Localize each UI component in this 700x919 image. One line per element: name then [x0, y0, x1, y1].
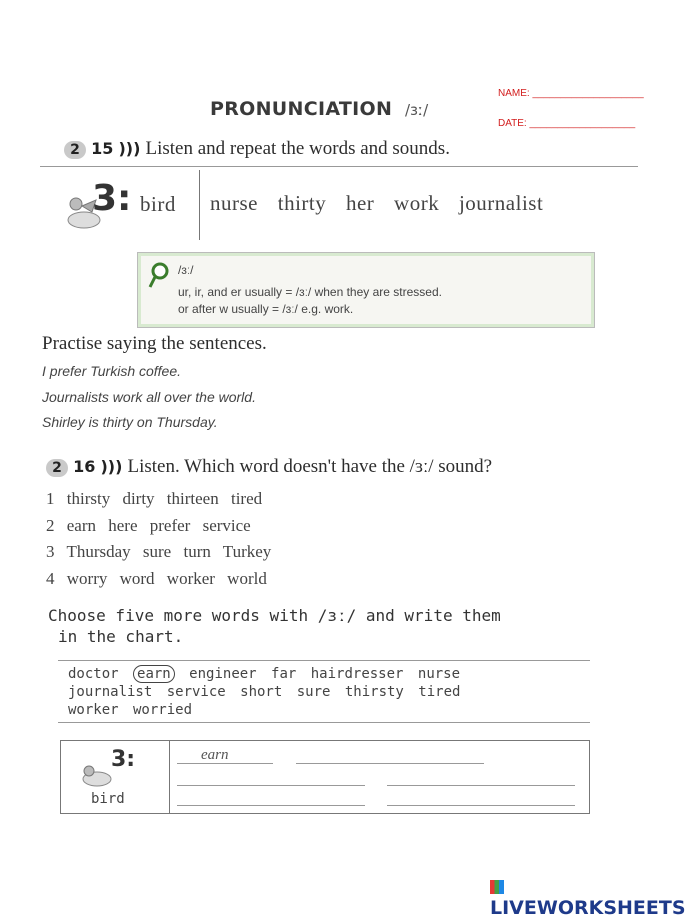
word-row-1[interactable]: 1 thirsty dirty thirteen tired [46, 489, 263, 508]
audio-icon: ))) [100, 457, 123, 476]
divider [58, 722, 590, 723]
tip-symbol: /ɜː/ [178, 263, 194, 277]
exercise-215-header [64, 138, 450, 160]
word-list: nurse thirty her work journalist [210, 191, 544, 215]
practise-heading: Practise saying the sentences. [42, 333, 267, 354]
word-row-3[interactable]: 3 Thursday sure turn Turkey [46, 542, 272, 561]
word-bank-row-1 [68, 666, 460, 682]
example-answer: earn [201, 747, 229, 763]
answer-chart [60, 740, 590, 814]
track-number: 15 [91, 139, 114, 158]
logo-text: LIVEWORKSHEETS [490, 897, 686, 919]
answer-blank-2[interactable] [177, 785, 365, 786]
exercise-216-header [46, 456, 492, 478]
name-field[interactable]: NAME: ____________________ [498, 88, 644, 99]
logo-icon [490, 880, 504, 894]
page-title: PRONUNCIATION [210, 98, 393, 120]
divider [40, 166, 638, 167]
answer-blank-4[interactable] [177, 805, 365, 806]
sentence: I prefer Turkish coffee. [42, 363, 182, 379]
date-field[interactable]: DATE: ___________________ [498, 118, 636, 129]
track-badge: 2 [46, 459, 68, 477]
word-row-4[interactable]: 4 worry word worker world [46, 569, 267, 588]
answer-blank-5[interactable] [387, 805, 575, 806]
word-bank-row-2: journalist service short sure thirsty tired [68, 684, 461, 700]
chart-label: bird [91, 791, 125, 807]
choose-instruction-2: in the chart. [58, 627, 184, 646]
liveworksheets-logo [490, 878, 700, 919]
tip-box [137, 252, 595, 328]
word-bank-row-3: worker worried [68, 702, 193, 718]
phoneme-symbol: 3: [111, 747, 136, 772]
word-bank-word: doctor [68, 666, 119, 682]
track-badge: 2 [64, 141, 86, 159]
answer-line [177, 763, 273, 764]
bird-icon [81, 759, 115, 789]
key-word: bird [140, 192, 176, 216]
choose-instruction: Choose five more words with /ɜː/ and write them [48, 606, 501, 625]
answer-blank-3[interactable] [387, 785, 575, 786]
phoneme-symbol: 3: [92, 178, 132, 219]
tip-line-2: or after w usually = /ɜː/ e.g. work. [178, 302, 354, 316]
exercise-instruction: Listen. Which word doesn't have the /ɜː/ sound? [127, 456, 493, 477]
tip-line-1: ur, ir, and er usually = /ɜː/ when they are stressed. [178, 285, 442, 299]
divider [58, 660, 590, 661]
magnifier-icon [148, 261, 172, 289]
word-row-2[interactable]: 2 earn here prefer service [46, 516, 251, 535]
vertical-divider [199, 170, 200, 240]
sentence: Shirley is thirty on Thursday. [42, 414, 218, 430]
audio-icon: ))) [118, 139, 141, 158]
track-number: 16 [73, 457, 96, 476]
circled-example-word: earn [133, 665, 175, 683]
sentence: Journalists work all over the world. [42, 389, 256, 405]
chart-symbol-cell [61, 741, 170, 813]
word-bank-words: engineer far hairdresser nurse [189, 666, 461, 682]
exercise-instruction: Listen and repeat the words and sounds. [145, 138, 450, 159]
bird-symbol-box [62, 176, 202, 240]
answer-blank-1[interactable] [296, 763, 484, 764]
title-phoneme: /ɜː/ [405, 101, 429, 119]
